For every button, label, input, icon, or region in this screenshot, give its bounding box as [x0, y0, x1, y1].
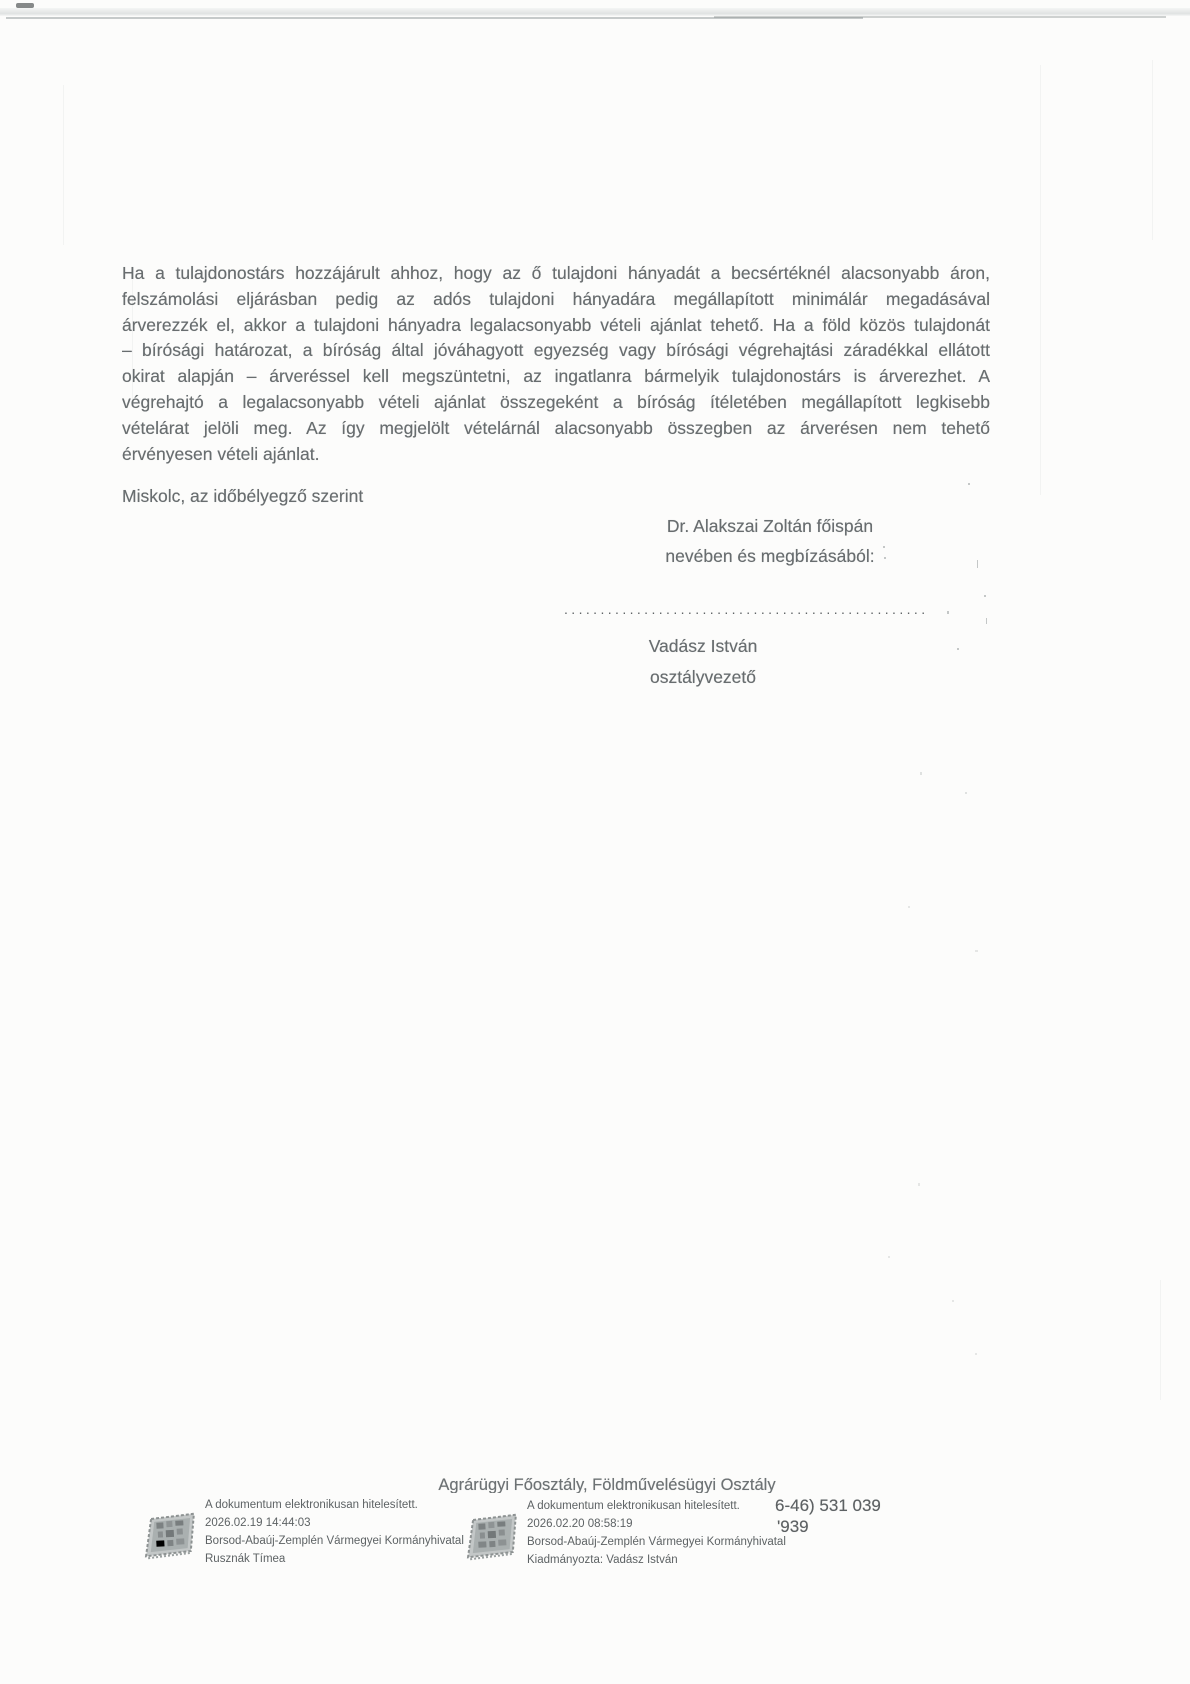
scan-artifact-line [714, 16, 1166, 18]
stamp-organization: Borsod-Abaúj-Zemplén Vármegyei Kormányhivatal [527, 1536, 786, 1548]
signature-signer-block [553, 631, 853, 692]
stamp-certified-text: A dokumentum elektronikusan hitelesített. [205, 1499, 418, 1511]
scan-artifact-mark [16, 3, 34, 8]
stamp-signer: Rusznák Tímea [205, 1553, 286, 1565]
scan-noise [975, 950, 978, 952]
stamp-organization: Borsod-Abaúj-Zemplén Vármegyei Kormányhivatal [205, 1535, 464, 1547]
scan-noise [952, 1300, 954, 1302]
scan-noise [947, 611, 949, 614]
stamp-signer: Kiadmányozta: Vadász István [527, 1554, 678, 1566]
body-paragraph [122, 261, 990, 467]
scan-noise [957, 648, 959, 650]
scan-noise [908, 906, 910, 908]
e-signature-stamp-icon [465, 1513, 521, 1566]
e-signature-stamp-block [465, 1497, 795, 1569]
paragraph-line: okirat alapján – árveréssel kell megszüntetni, az ingatlanra bármelyik tulajdonostárs is árverezhet. A [122, 366, 990, 387]
paragraph-line: árverezzék el, akkor a tulajdoni hányadra legalacsonyabb vételi ajánlat tehető. Ha a föld közös tulajdonát [122, 314, 990, 335]
paragraph-line: – bírósági határozat, a bíróság által jóváhagyott egyezség vagy bírósági végrehajtási záradékkal ellátott [122, 340, 990, 361]
signature-dotted-line: .................................................. [564, 601, 929, 617]
paragraph-line: érvényesen vételi ajánlat. [122, 443, 320, 464]
stamp-timestamp: 2026.02.20 08:58:19 [527, 1518, 633, 1530]
principal-name-title: Dr. Alakszai Zoltán főispán [666, 516, 874, 536]
scan-noise [975, 1353, 977, 1355]
stamp-certified-text: A dokumentum elektronikusan hitelesített. [527, 1500, 740, 1512]
dateline: Miskolc, az időbélyegző szerint [122, 486, 364, 506]
scan-noise [888, 1256, 890, 1258]
scan-noise [63, 85, 64, 245]
footer-phone-partial: 6-46) 531 039 [775, 1496, 881, 1515]
e-signature-stamp-block [143, 1496, 473, 1568]
scan-noise [920, 772, 922, 775]
footer-phone-partial: '939 [777, 1517, 809, 1536]
paragraph-line: vételárat jelöli meg. Az így megjelölt vételárnál alacsonyabb összegben az árverésen nem tehető [122, 417, 990, 438]
scan-noise [986, 618, 987, 624]
scan-artifact-band [0, 8, 1190, 16]
scan-noise [968, 483, 970, 485]
signature-on-behalf-block [570, 511, 970, 571]
footer-department-line: Agrárügyi Főosztály, Földművelésügyi Osztály [438, 1476, 776, 1493]
scan-noise [1152, 60, 1153, 240]
scan-noise [1160, 1280, 1161, 1400]
paragraph-line: Ha a tulajdonostárs hozzájárult ahhoz, hogy az ő tulajdoni hányadát a becsértéknél alacsonyabb áron, [122, 263, 990, 283]
on-behalf-text: nevében és megbízásából: [665, 546, 875, 566]
signer-name: Vadász István [648, 636, 758, 656]
paragraph-line: felszámolási eljárásban pedig az adós tulajdoni hányadára megállapított minimálár megadásával [122, 288, 990, 309]
scan-noise [977, 560, 978, 568]
scan-noise [1040, 65, 1041, 495]
scan-noise [965, 792, 967, 794]
paragraph-line: végrehajtó a legalacsonyabb vételi ajánlat összegeként a bíróság ítéletében megállapított legkisebb [122, 391, 990, 412]
e-signature-stamp-icon [143, 1512, 199, 1565]
signer-title: osztályvezető [649, 666, 757, 687]
scan-noise [984, 595, 986, 597]
scan-noise [918, 1183, 920, 1186]
stamp-timestamp: 2026.02.19 14:44:03 [205, 1517, 311, 1529]
